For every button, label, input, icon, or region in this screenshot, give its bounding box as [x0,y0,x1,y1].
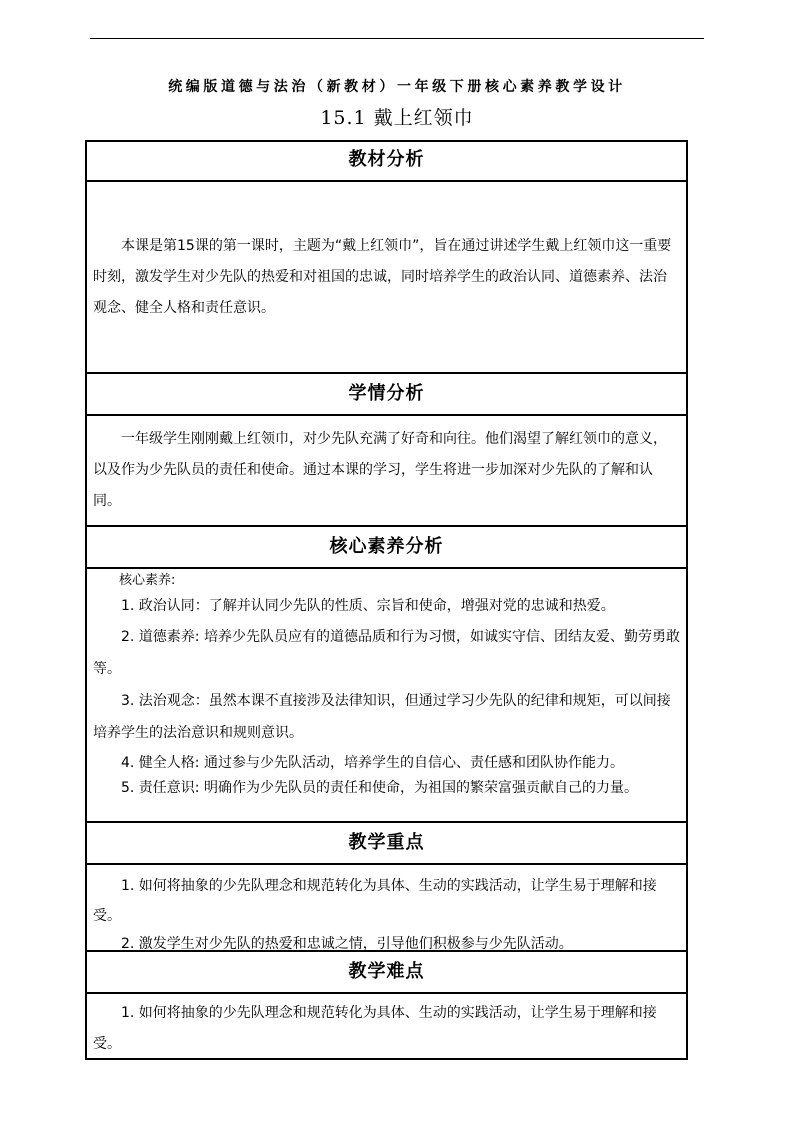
header-rule [90,38,704,39]
section-title: 学情分析 [85,374,688,416]
section-body [85,182,688,324]
section-body [85,865,688,957]
page-title: 15.1 戴上红领巾 [320,107,474,129]
literacy-item: 2. 道德素养: 培养少先队员应有的道德品质和行为习惯，如诚实守信、团结友爱、勤劳勇敢等。 [93,629,680,677]
section-title: 教学重点 [85,823,688,865]
section-material-analysis [85,140,688,372]
paragraph: 一年级学生刚刚戴上红领巾，对少先队充满了好奇和向往。他们渴望了解红领巾的意义，以及作为少先队员的责任和使命。通过本课的学习，学生将进一步加深对少先队的了解和认同。 [93,431,667,509]
section-title: 教材分析 [85,140,688,182]
section-teaching-focus [85,821,688,950]
literacy-item: 4. 健全人格: 通过参与少先队活动，培养学生的自信心、责任感和团队协作能力。 [121,755,624,771]
paragraph: 本课是第15课的第一课时，主题为“戴上红领巾”，旨在通过讲述学生戴上红领巾这一重要时刻，激发学生对少先队的热爱和对祖国的忠诚，同时培养学生的政治认同、道德素养、法治观念、健全人格和责任意识。 [93,238,672,316]
literacy-intro: 核心素养: [119,573,176,588]
literacy-item: 5. 责任意识: 明确作为少先队员的责任和使命，为祖国的繁荣富强贡献自己的力量。 [121,780,638,796]
document-header: 统编版道德与法治（新教材）一年级下册核心素养教学设计 [168,79,626,95]
section-body [85,416,688,517]
section-body [85,569,688,799]
section-teaching-difficulty [85,950,688,1060]
difficulty-item: 1. 如何将抽象的少先队理念和规范转化为具体、生动的实践活动，让学生易于理解和接受。 [93,1005,657,1052]
section-title: 教学难点 [85,952,688,994]
focus-item: 1. 如何将抽象的少先队理念和规范转化为具体、生动的实践活动，让学生易于理解和接受。 [93,878,657,924]
literacy-item: 1. 政治认同：了解并认同少先队的性质、宗旨和使命，增强对党的忠诚和热爱。 [121,598,615,614]
section-student-analysis [85,372,688,525]
literacy-item: 3. 法治观念：虽然本课不直接涉及法律知识，但通过学习少先队的纪律和规矩，可以间接培养学生的法治意识和规则意识。 [93,693,671,741]
section-core-literacy [85,525,688,821]
focus-item: 2. 激发学生对少先队的热爱和忠诚之情，引导他们积极参与少先队活动。 [121,936,573,952]
section-title: 核心素养分析 [85,527,688,569]
section-body [85,994,688,1060]
